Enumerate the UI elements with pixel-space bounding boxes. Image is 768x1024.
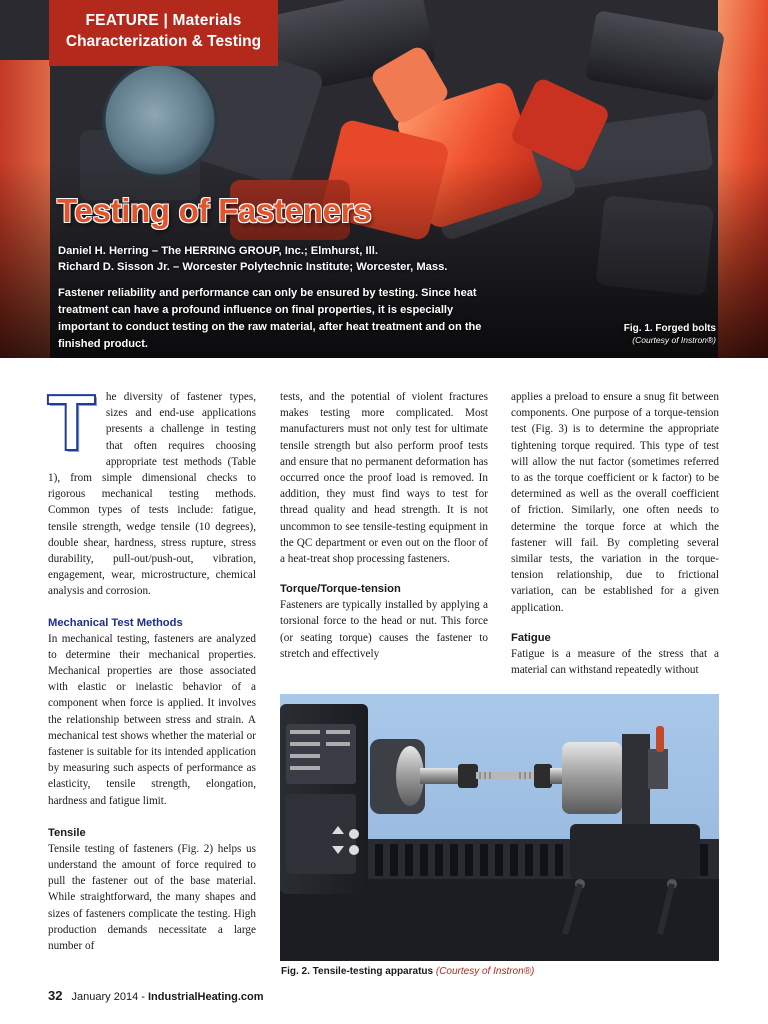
page-footer — [48, 988, 264, 1003]
fig2-credit: (Courtesy of Instron®) — [435, 966, 535, 977]
section-tag-line2: Characterization & Testing — [65, 33, 262, 50]
torque-continued-paragraph: applies a preload to ensure a snug fit between components. One purpose of a torque-tension test (Fig. 3) is to determine the appropriate tightening torque required. This type of test will allow the nut factor (sometimes referred to as the torque coefficient or k factor) to be determined as well as the overall coefficient of friction. Similarly, one often needs to determine the torque force at which the fastener will fail. By completing several similar tests, the variation in the torque-tension relationship, due to frictional variation, can be established for a given application. — [511, 391, 719, 614]
website-link[interactable]: IndustrialHeating.com — [148, 991, 264, 1003]
issue-date: January 2014 — [71, 991, 139, 1003]
byline-author-2: Richard D. Sisson Jr. – Worcester Polytechnic Institute; Worcester, Mass. — [58, 261, 448, 273]
fig1-caption — [624, 323, 716, 345]
article-title: Testing of Fasteners — [57, 192, 372, 229]
heading-tensile: Tensile — [48, 826, 86, 839]
tensile-continued-paragraph: tests, and the potential of violent fractures makes testing more complicated. Most manufacturers must not only test for ultimate tensile strength but also perform proof tests and ensure that no permanent deformation has occurred once the proof load is removed. In addition, they must find ways to test for thread quality and head strength. It is not uncommon to see tensile-testing equipment in the QC department or even out on the floor of a heat-treat shop processing fasteners. — [280, 391, 488, 566]
fig2-title: Fig. 2. Tensile-testing apparatus — [281, 966, 434, 977]
fig1-title: Fig. 1. Forged bolts — [623, 323, 716, 334]
fig2-caption — [281, 966, 534, 977]
section-tag-line1: FEATURE | Materials — [85, 12, 242, 29]
text-column-1 — [47, 378, 256, 954]
intro-paragraph: he diversity of fastener types, sizes and end-use applications presents a challenge in testing that often requires choosing appropriate test methods (Table 1), from simple dimensional checks to rigorous mechanical testing methods. Common types of tests include: fatigue, tensile strength, wedge tensile (10 degrees), double shear, hardness, stress rupture, stress durability, pull-out/push-out, vibration, engagement, wear, microstructure, chemical analysis and corrosion. — [48, 391, 256, 598]
footer-separator: - — [141, 991, 145, 1003]
tensile-machine-illustration — [280, 694, 719, 961]
article-deck: Fastener reliability and performance can only be ensured by testing. Since heat treatment can have a profound influence on final properties, it is especially important to conduct testing on the raw material, after heat treatment and on the finished product. — [58, 287, 482, 350]
torque-paragraph: Fasteners are typically installed by applying a torsional force to the head or nut. This force (or seating torque) causes the fastener to stretch and effectively — [280, 599, 488, 660]
fig2-tensile-apparatus-photo — [280, 694, 719, 961]
fatigue-paragraph: Fatigue is a measure of the stress that a material can withstand repeatedly without — [511, 647, 719, 677]
hero-banner — [0, 0, 768, 358]
text-column-2 — [280, 389, 488, 662]
section-tag — [49, 0, 278, 66]
heading-mechanical-test-methods: Mechanical Test Methods — [48, 616, 183, 629]
heading-torque-tension: Torque/Torque-tension — [280, 583, 401, 596]
page-number: 32 — [48, 988, 63, 1003]
drop-cap: T — [47, 378, 96, 467]
heading-fatigue: Fatigue — [511, 631, 551, 644]
byline-author-1: Daniel H. Herring – The HERRING GROUP, Inc.; Elmhurst, Ill. — [58, 245, 378, 257]
mechanical-paragraph: In mechanical testing, fasteners are analyzed to determine their mechanical properties. Mechanical properties are those associated with elastic or inelastic behavior of a component when force is applied. It involves the relationship between stress and strain. A mechanical test shows whether the material or fastener is suitable for its intended application by measuring such aspects of performance as elasticity, tensile strength, elongation, hardness and fatigue limit. — [48, 632, 256, 807]
text-column-3 — [511, 389, 719, 678]
tensile-paragraph: Tensile testing of fasteners (Fig. 2) helps us understand the amount of force required to pull the fastener out of the base material. While straightforward, the many shapes and sizes of fasteners complicate the testing. High production demands necessitate a large number of — [48, 842, 256, 953]
fig1-credit: (Courtesy of Instron®) — [632, 335, 716, 345]
